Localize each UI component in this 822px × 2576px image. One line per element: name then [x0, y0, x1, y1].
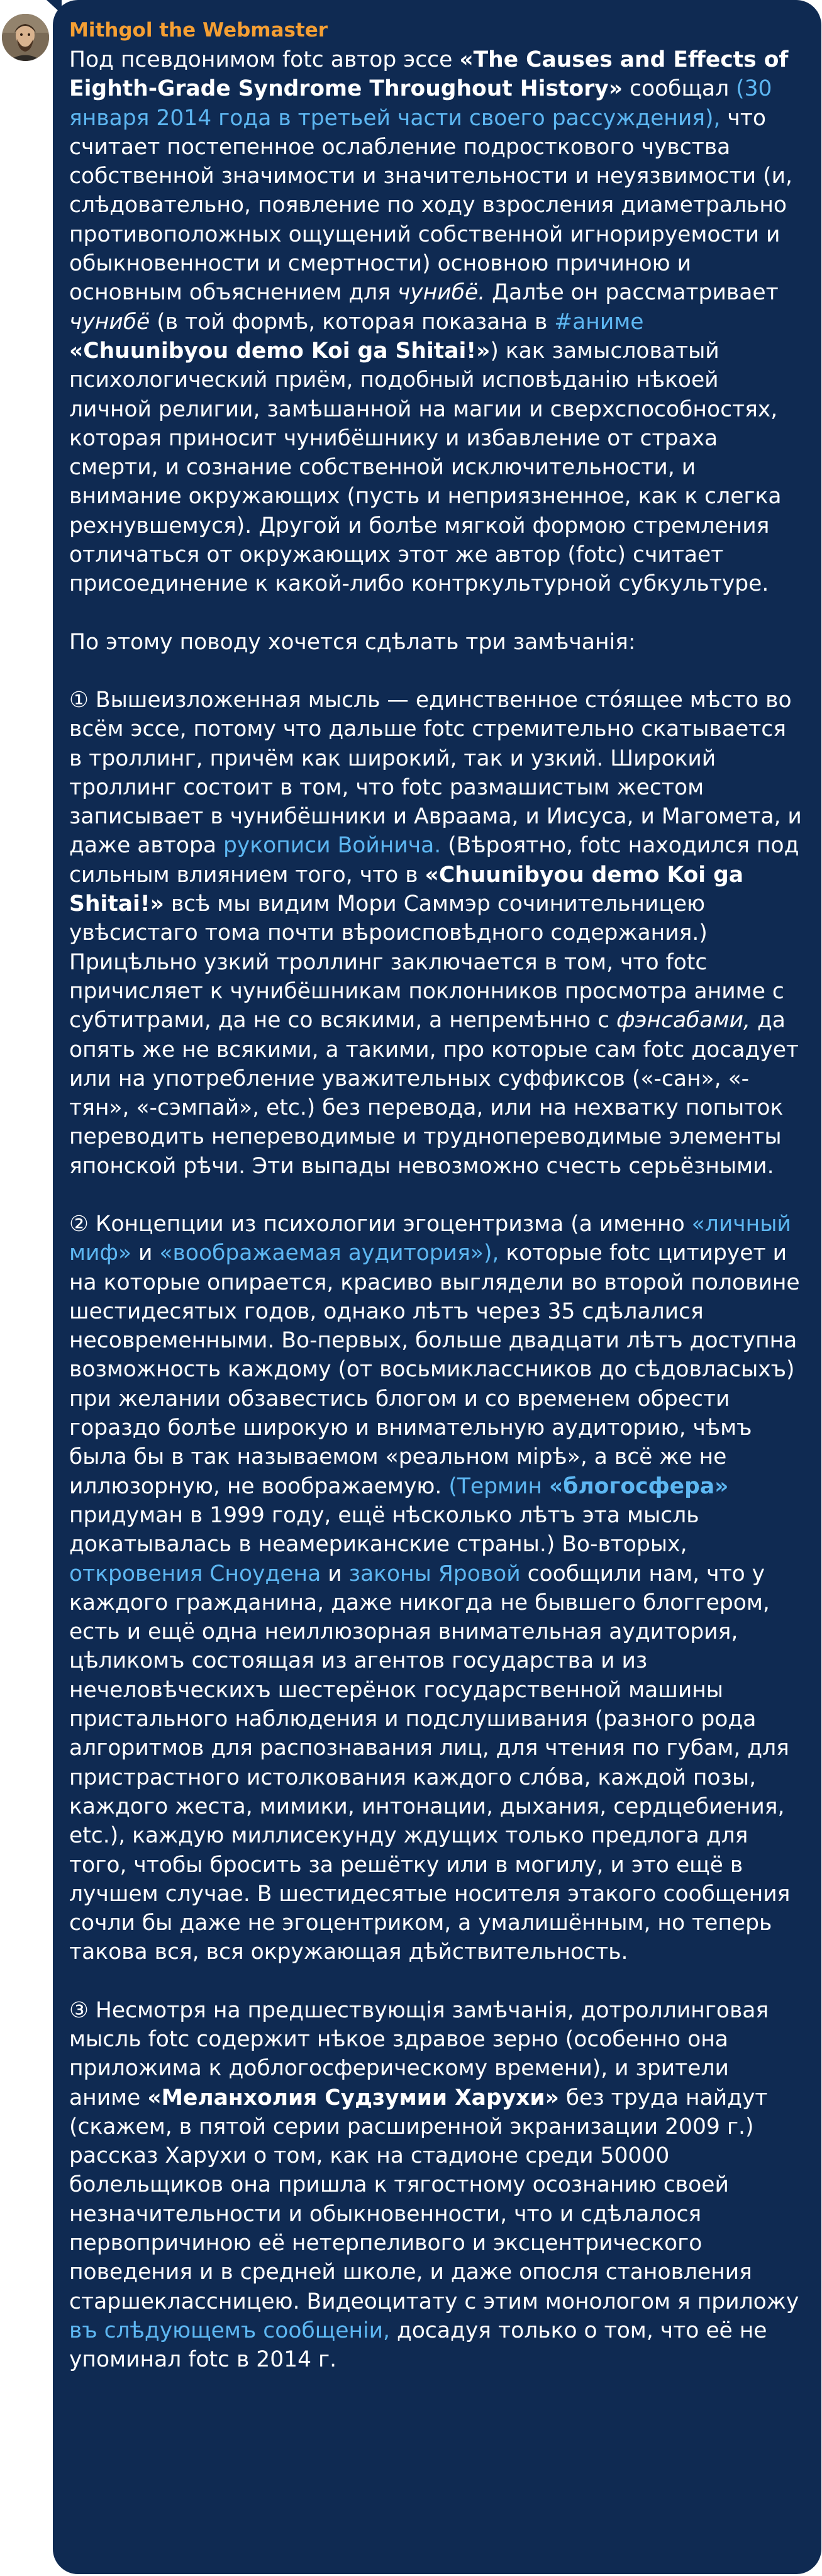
- message-text-run: (Вѣроятно, fotc находился под сильным влиянием того, что в: [69, 833, 799, 888]
- message-link[interactable]: (Термин: [448, 1473, 549, 1499]
- message-text-run: Далѣе он рассматривает: [485, 280, 779, 306]
- message-text-run: ③ Несмотря на предшествующія замѣчанія, дотроллинговая мысль fotc содержит нѣкое здравое зерно (особенно она приложима к доблогосферическому времени), и зрители аниме: [69, 1997, 769, 2110]
- message-text-run: чунибё: [69, 309, 150, 335]
- message-text-run: чунибё.: [397, 280, 486, 306]
- message-text-run: По этому поводу хочется сдѣлать три замѣчанія:: [69, 629, 636, 655]
- message-text-run: «Chuunibyou demo Koi ga Shitai!»: [69, 862, 744, 917]
- message-link[interactable]: законы Яровой: [348, 1561, 521, 1586]
- paragraph: [69, 1996, 803, 2375]
- message-link[interactable]: рукописи Войнича.: [223, 833, 442, 859]
- message-text-run: ) как замысловатый психологический приём, подобный исповѣданію нѣкоей личной религии, замѣшанной на магии и сверхспособностях, которая приносит чунибёшнику и избавление от страха смерти, и сознание собственной исключительности, и внимание окружающих (пусть и неприязненное, как к слегка рехнувшемуся). Другой и болѣе мягкой формою стремления отличаться от окружающих этот же автор (fotc) считает присоединение к какой-либо контркультурной субкультуре.: [69, 338, 782, 597]
- paragraph: [69, 628, 803, 657]
- message-text: [69, 45, 803, 2375]
- message-text-run: всѣ мы видим Мори Саммэр сочинительницею увѣсистаго тома почти вѣроисповѣдного содержания.) Прицѣльно узкий троллинг заключается в том, что fotc причисляет к чунибёшникам поклонников просмотра аниме с субтитрами, да не со всякими, а непремѣнно с: [69, 891, 784, 1034]
- message-text-run: и: [321, 1561, 349, 1586]
- message-text-run: фэнсабами,: [616, 1008, 750, 1034]
- avatar-image: [2, 14, 49, 61]
- message-link[interactable]: въ слѣдующемъ сообщеніи,: [69, 2317, 390, 2343]
- message-text-run: и: [131, 1241, 160, 1266]
- paragraph-gap: [69, 1181, 803, 1210]
- paragraph-gap: [69, 657, 803, 686]
- message-link[interactable]: откровения Сноудена: [69, 1561, 321, 1586]
- paragraph: [69, 45, 803, 599]
- paragraph: [69, 686, 803, 1181]
- message-bubble: [53, 0, 821, 2574]
- paragraph: [69, 1210, 803, 1967]
- message-text-run: (в той формѣ, которая показана в: [150, 309, 555, 335]
- message-text-run: которые fotc цитирует и на которые опирается, красиво выглядели во второй половине шестидесятых годов, однако лѣтъ через 35 сдѣлалися несовременными. Во-первых, больше двадцати лѣтъ доступна возможность каждому (от восьмиклассников до сѣдовласыхъ) при желании обзавестись блогом и со временем обрести гораздо болѣе широкую и внимательную аудиторию, чѣмъ была бы в так называемом «реальном мірѣ», а всё же не иллюзорную, не воображаемую.: [69, 1241, 800, 1499]
- paragraph-gap: [69, 1967, 803, 1996]
- message-link[interactable]: «воображаемая аудитория»),: [159, 1241, 499, 1266]
- message-link[interactable]: «блогосфера»: [549, 1473, 729, 1499]
- sender-name[interactable]: Mithgol the Webmaster: [69, 19, 328, 42]
- message-text-run: сообщал: [623, 76, 736, 102]
- message-text-run: ② Концепции из психологии эгоцентризма (а именно: [69, 1211, 692, 1237]
- paragraph-gap: [69, 599, 803, 628]
- message-text-run: «Chuunibyou demo Koi ga Shitai!»: [69, 338, 491, 364]
- message-text-run: без труда найдут (скажем, в пятой серии расширенной экранизации 2009 г.) рассказ Харухи о том, как на стадионе среди 50000 болельщиков она пришла к тягостному осознанию своей незначительности и обыкновенности, что и сдѣлалося первопричиною её нетерпеливого и эксцентрического поведения и в средней школе, и даже опосля становления старшеклассницею. Видеоцитату с этим монологом я приложу: [69, 2085, 799, 2314]
- message-text-run: досадуя только о том, что её не упоминал fotc в 2014 г.: [69, 2317, 767, 2373]
- message-text-run: «Меланхолия Судзумии Харухи»: [147, 2085, 559, 2110]
- message-text-run: что считает постепенное ослабление подросткового чувства собственной значимости и значительности и неуязвимости (и, слѣдовательно, появление по ходу взросления диаметрально противоположных ощущений собственной игнорируемости и обыкновенности и смертности) основною причиною и основным объяснением для: [69, 105, 792, 306]
- avatar[interactable]: [2, 14, 49, 61]
- message-text-run: ① Вышеизложенная мысль — единственное сто́ящее мѣсто во всём эссе, потому что дальше fotc стремительно скатывается в троллинг, причём как широкий, так и узкий. Широкий троллинг состоит в том, что fotc размашистым жестом записывает в чунибёшники и Авраама, и Иисуса, и Магомета, и даже автора: [69, 687, 802, 859]
- message-text-run: Под псевдонимом fotc автор эссе: [69, 47, 460, 72]
- message-link[interactable]: (30 января 2014 года в третьей части своего рассуждения),: [69, 76, 772, 131]
- message-text-run: сообщили нам, что у каждого гражданина, даже никогда не бывшего блоггером, есть и ещё одна неиллюзорная внимательная аудитория, цѣликомъ состоящая из агентов государства и из нечеловѣческихъ шестерёнок государственной машины пристального наблюдения и подслушивания (разного рода алгоритмов для распознавания лиц, для чтения по губам, для пристрастного истолкования каждого сло́ва, каждой позы, каждого жеста, мимики, интонации, дыхания, сердцебиения, etc.), каждую миллисекунду ждущих только предлога для того, чтобы бросить за решётку или в могилу, и это ещё в лучшем случае. В шестидесятые носителя этакого сообщения сочли бы даже не эгоцентриком, а умалишённым, но теперь такова вся, вся окружающая дѣйствительность.: [69, 1561, 791, 1965]
- message-text-run: придуман в 1999 году, ещё нѣсколько лѣтъ эта мысль докатывалась в неамериканские страны.) Во-вторых,: [69, 1502, 699, 1558]
- message-link[interactable]: «личный миф»: [69, 1211, 791, 1266]
- message-link[interactable]: #аниме: [554, 309, 644, 335]
- message-text-run: «The Causes and Effects of Eighth-Grade Syndrome Throughout History»: [69, 47, 789, 102]
- message-text-run: да опять же не всякими, а такими, про которые сам fotc досадует или на употребление уважительных суффиксов («-сан», «-тян», «-сэмпай», etc.) без перевода, или на нехватку попыток переводить непереводимые и труднопереводимые элементы японской рѣчи. Эти выпады невозможно счесть серьёзными.: [69, 1008, 799, 1179]
